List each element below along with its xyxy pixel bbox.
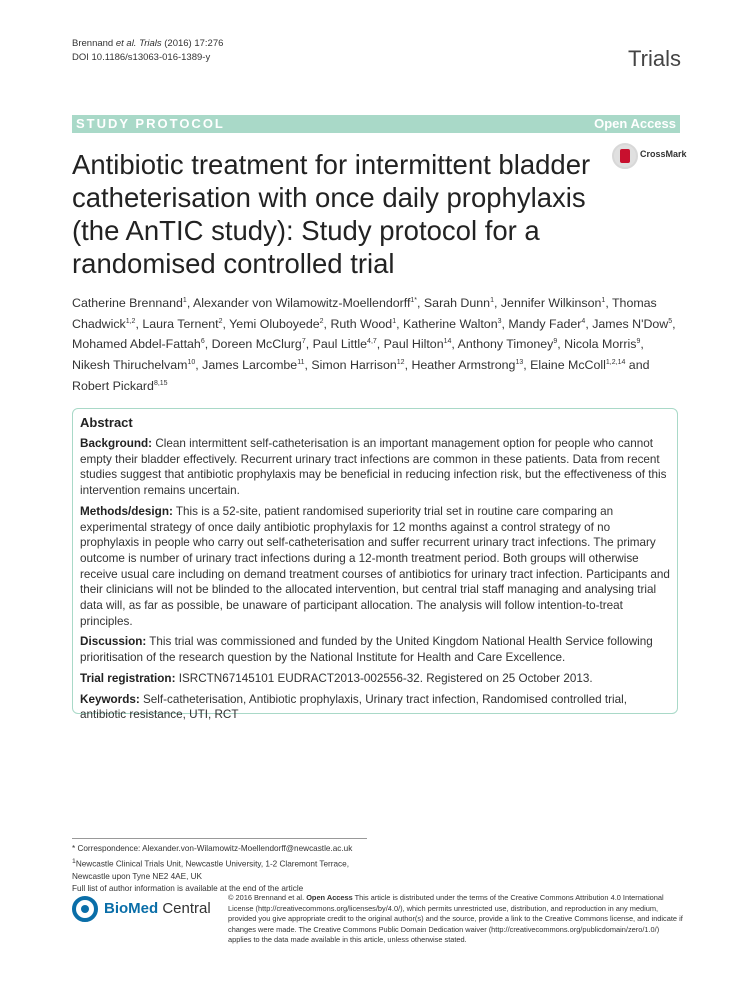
correspondence[interactable]: * Correspondence: Alexander.von-Wilamowitz-Moellendorff@newcastle.ac.uk <box>72 844 353 853</box>
author-affiliation: 2 <box>319 317 324 325</box>
author-name: Ruth Wood <box>330 316 393 331</box>
article-title: Antibiotic treatment for intermittent bladder catheterisation with once daily prophylaxis (the AnTIC study): Study protocol for a randomised controlled trial <box>72 149 591 279</box>
author-name: Yemi Oluboyede <box>229 316 320 331</box>
biomed-central-icon <box>72 896 98 922</box>
footnote-divider <box>72 838 367 839</box>
author-affiliation: 14 <box>443 338 452 346</box>
author-affiliation: 6 <box>200 338 205 346</box>
author-affiliation: 12 <box>396 358 405 366</box>
author-affiliation: 13 <box>515 358 524 366</box>
author-affiliation: 1* <box>410 297 418 304</box>
author-name: Katherine Walton <box>403 316 498 331</box>
author-affiliation: 8,15 <box>153 379 168 387</box>
crossmark-badge[interactable] <box>612 143 692 169</box>
article-type-banner <box>72 115 680 133</box>
abstract-box <box>72 408 678 722</box>
author-name: Alexander von Wilamowitz-Moellendorff <box>193 296 411 311</box>
biomed-central-logo[interactable]: BioMed Central <box>72 896 212 926</box>
author-name: Paul Little <box>312 337 368 352</box>
crossmark-label: CrossMark <box>640 149 687 159</box>
author-name: Sarah Dunn <box>423 296 491 311</box>
author-name: Heather Armstrong <box>411 358 516 372</box>
abstract-discussion: Discussion: This trial was commissioned and funded by the United Kingdom National Health Service following prioritisation of the research question by the National Institute for Health and Care Excellence. <box>80 635 653 665</box>
doi[interactable]: DOI 10.1186/s13063-016-1389-y <box>72 52 211 63</box>
article-type-label: STUDY PROTOCOL <box>76 116 225 131</box>
author-affiliation: 7 <box>301 338 306 346</box>
author-affiliation: 1,2 <box>125 317 136 325</box>
abstract-keywords: Keywords: Self-catheterisation, Antibiotic prophylaxis, Urinary tract infection, Randomised controlled trial, antibiotic resistance, UTI, RCT <box>80 692 627 722</box>
author-name: James N'Dow <box>592 316 669 331</box>
footnotes <box>72 843 352 896</box>
author-affiliation: 10 <box>187 358 196 366</box>
author-name: Nicola Morris <box>564 337 637 352</box>
author-affiliation: 1 <box>182 297 187 304</box>
author-name: Elaine McColl <box>530 358 606 372</box>
crossmark-icon <box>612 143 638 169</box>
abstract-registration: Trial registration: ISRCTN67145101 EUDRACT2013-002556-32. Registered on 25 October 2013. <box>80 671 593 685</box>
author-name: Jennifer Wilkinson <box>500 296 602 311</box>
author-info-note: Full list of author information is available at the end of the article <box>72 884 304 894</box>
abstract-methods: Methods/design: This is a 52-site, patient randomised superiority trial set in routine care comparing an experimental strategy of once daily antibiotic prophylaxis for 12 months against a control strategy of no prophylaxis in people who carry out self-catheterisation and suffer recurrent urinary tract infections. The primary outcome is number of urinary tract infections during a 12-month treatment period. Both groups will otherwise receive usual care including on demand treatment courses of antibiotics for urinary tract infection. Participants and their clinicians will not be blinded to the allocated intervention, but central trial staff managing and analysing trial data will, as far as possible, be unaware of participant allocation. The analysis will follow intention-to-treat principles. <box>80 504 670 628</box>
author-name: Doreen McClurg <box>211 337 302 352</box>
journal-name: Trials <box>628 46 681 71</box>
author-name: Robert Pickard <box>72 378 154 393</box>
author-affiliation: 9 <box>553 338 558 346</box>
author-name: Mandy Fader <box>508 316 582 331</box>
abstract-heading: Abstract <box>80 415 133 430</box>
citation-header: Brennand et al. Trials (2016) 17:276 DOI 10.1186/s13063-016-1389-y <box>72 38 224 63</box>
author-affiliation: 11 <box>297 358 305 366</box>
abstract-background: Background: Clean intermittent self-catheterisation is an important management option for people who cannot empty their bladder effectively. Recurrent urinary tract infections are common in these patients. Data from recent studies suggest that antibiotic prophylaxis may be beneficial in reducing infection risk, but the effectiveness of this intervention remains uncertain. <box>80 437 667 498</box>
affiliation-1-line2: Newcastle upon Tyne NE2 4AE, UK <box>72 871 203 881</box>
author-affiliation: 1,2,14 <box>605 358 626 366</box>
author-name: Nikesh Thiruchelvam <box>72 358 188 372</box>
open-access-label: Open Access <box>594 116 676 131</box>
author-affiliation: 1 <box>490 297 494 304</box>
author-name: Mohamed Abdel-Fattah <box>72 337 201 352</box>
author-name: Simon Harrison <box>311 358 397 372</box>
author-affiliation: 4,7 <box>367 338 377 346</box>
author-affiliation: 9 <box>636 338 641 346</box>
author-affiliation: 5 <box>668 317 673 325</box>
author-affiliation: 4 <box>581 317 586 325</box>
author-list: Catherine Brennand$^1$, Alexander von Wilamowitz-Moellendorff$^{1*}$, Sarah Dunn$^1$, Jennifer Wilkinson$^1$, Thomas Chadwick$^{1,2}$, Laura Ternent$^2$, Yemi Oluboyede$^2$, Ruth Wood$^1$, Katherine Walton$^3$, Mandy Fader$^4$, James N'Dow$^5$, Mohamed Abdel-Fattah$^6$, Doreen McClurg$^7$, Paul Little$^{4,7}$, Paul Hilton$^{14}$, Anthony Timoney$^9$, Nicola Morris$^9$, Nikesh Thiruchelvam$^{10}$, James Larcombe$^{11}$, Simon Harrison$^{12}$, Heather Armstrong$^{13}$, Elaine McColl$^{1,2,14}$ and Robert Pickard$^{8,15}$ <box>72 296 676 393</box>
author-name: Anthony Timoney <box>457 337 554 352</box>
author-name: Laura Ternent <box>142 316 219 331</box>
author-name: James Larcombe <box>202 358 298 372</box>
author-affiliation: 2 <box>218 317 223 325</box>
author-name: Paul Hilton <box>383 337 444 352</box>
author-affiliation: 1 <box>601 297 606 304</box>
author-name: Thomas Chadwick <box>72 296 657 331</box>
author-name: Catherine Brennand <box>72 296 183 311</box>
author-affiliation: 3 <box>497 317 502 325</box>
license-text: © 2016 Brennand et al. Open Access This article is distributed under the terms of the Creative Commons Attribution 4.0 International License (http://creativecommons.org/licenses/by/4.0/), which permits unrestricted use, distribution, and reproduction in any medium, provided you give appropriate credit to the original author(s) and the source, provide a link to the Creative Commons license, and indicate if changes were made. The Creative Commons Public Domain Dedication waiver (http://creativecommons.org/publicdomain/zero/1.0/) applies to the data made available in this article, unless otherwise stated. <box>228 893 683 945</box>
author-affiliation: 1 <box>392 317 397 325</box>
affiliation-1: $^1$Newcastle Clinical Trials Unit, Newcastle University, 1-2 Claremont Terrace, <box>72 857 349 869</box>
